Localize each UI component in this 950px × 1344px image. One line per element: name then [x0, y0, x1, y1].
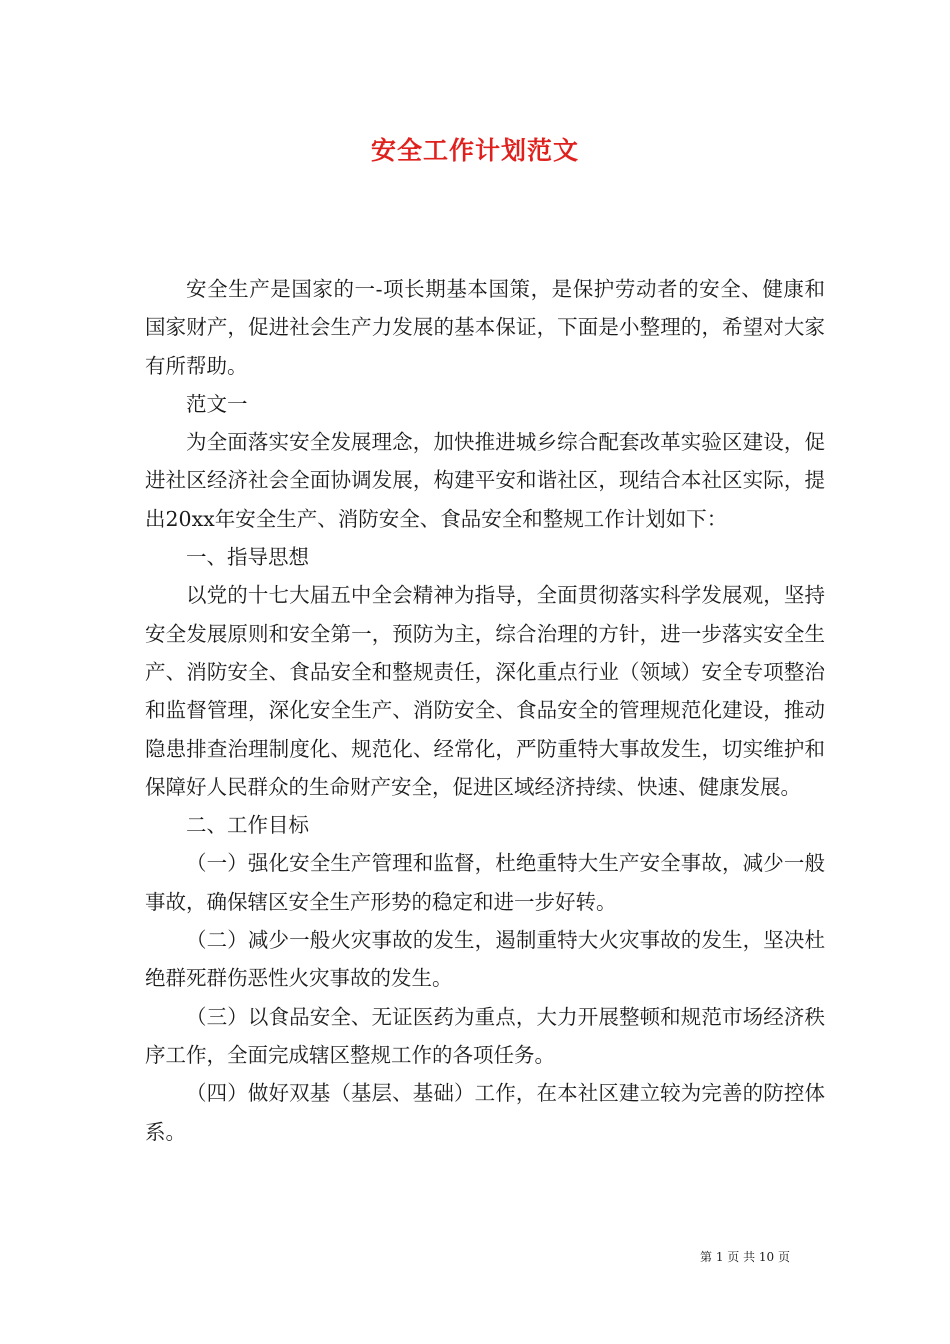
section-heading-work-goals: 二、工作目标 [186, 813, 309, 838]
paragraph-purpose: 为全面落实安全发展理念，加快推进城乡综合配套改革实验区建设，促进社区经济社会全面协调发展，构建平安和谐社区，现结合本社区实际，提出20xx年安全生产、消防安全、食品安全和整规工作计划如下： [145, 430, 825, 531]
paragraph-goal-1: （一）强化安全生产管理和监督，杜绝重特大生产安全事故，减少一般事故，确保辖区安全生产形势的稳定和进一步好转。 [145, 851, 825, 914]
paragraph-guiding-thought: 以党的十七大届五中全会精神为指导，全面贯彻落实科学发展观，坚持安全发展原则和安全第一，预防为主，综合治理的方针，进一步落实安全生产、消防安全、食品安全和整规责任，深化重点行业（领域）安全专项整治和监督管理，深化安全生产、消防安全、食品安全的管理规范化建设，推动隐患排查治理制度化、规范化、经常化，严防重特大事故发生，切实维护和保障好人民群众的生命财产安全，促进区域经济持续、快速、健康发展。 [145, 583, 825, 799]
paragraph-goal-4: （四）做好双基（基层、基础）工作，在本社区建立较为完善的防控体系。 [145, 1081, 825, 1144]
paragraph-goal-3: （三）以食品安全、无证医药为重点，大力开展整顿和规范市场经济秩序工作，全面完成辖区整规工作的各项任务。 [145, 1004, 825, 1067]
paragraph-intro: 安全生产是国家的一-项长期基本国策，是保护劳动者的安全、健康和国家财产，促进社会生产力发展的基本保证，下面是小整理的，希望对大家有所帮助。 [145, 277, 825, 378]
document-title: 安全工作计划范文 [370, 136, 579, 165]
paragraph-goal-2: （二）减少一般火灾事故的发生，遏制重特大火灾事故的发生，坚决杜绝群死群伤恶性火灾事故的发生。 [145, 928, 825, 991]
page-number-footer: 第 1 页 共 10 页 [700, 1250, 790, 1264]
section-heading-example-one: 范文一 [186, 391, 248, 416]
document-body [145, 270, 825, 1151]
section-heading-guiding-thought: 一、指导思想 [186, 545, 309, 570]
